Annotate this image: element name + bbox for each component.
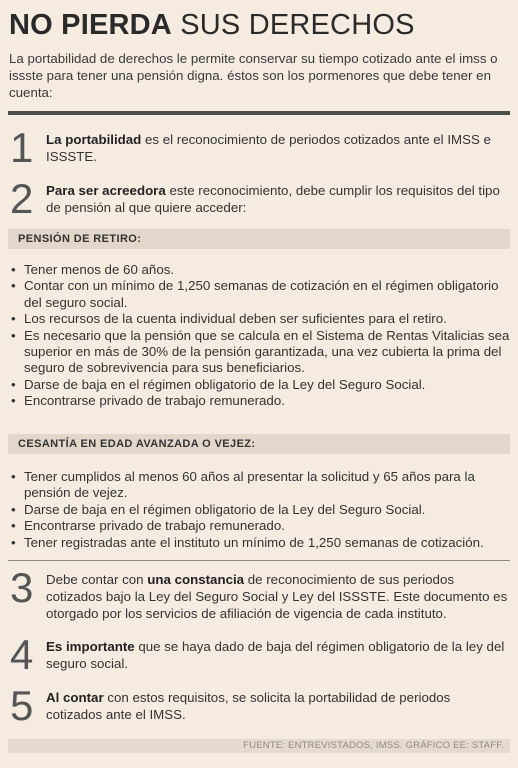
list-item: • Tener menos de 60 años. bbox=[8, 262, 510, 278]
step-number: 1 bbox=[10, 124, 34, 171]
list-item: • Darse de baja en el régimen obligatorio de la Ley del Seguro Social. bbox=[8, 502, 510, 518]
list-item: • Tener registradas ante el instituto un mínimo de 1,250 semanas de cotización. bbox=[8, 535, 510, 551]
cesantia-list bbox=[8, 469, 510, 551]
intro-text: La portabilidad de derechos le permite conservar su tiempo cotizado ante el imss o issste para tener una pensión digna. éstos son los pormenores que debe tener en cuenta: bbox=[9, 51, 498, 100]
step-rest: de reconocimiento de sus periodos cotizados bajo la Ley del Seguro Social y Ley del ISSSTE. Este documento es otorgado por los servicios de afiliación de vigencia de cada instituto. bbox=[46, 572, 508, 621]
step-rest: con estos requisitos, se solicita la portabilidad de periodos cotizados ante el IMSS. bbox=[46, 690, 451, 722]
step-text bbox=[46, 131, 510, 165]
step-rest: este reconocimiento, debe cumplir los requisitos del tipo de pensión al que quiere acceder: bbox=[46, 183, 500, 215]
step-text bbox=[46, 689, 510, 723]
section-heading-cesantia: CESANTÍA EN EDAD AVANZADA O VEJEZ: bbox=[8, 434, 510, 454]
list-item: • Es necesario que la pensión que se calcula en el Sistema de Rentas Vitalicias sea superior en más de 30% de la pensión garantizada, una vez cubierta la prima del seguro de sobrevivencia para sus beneficiarios. bbox=[8, 328, 510, 377]
step-number: 3 bbox=[10, 564, 34, 611]
step-number: 4 bbox=[10, 631, 34, 678]
list-item: • Los recursos de la cuenta individual deben ser suficientes para el retiro. bbox=[8, 311, 510, 327]
title-bold: NO PIERDA bbox=[9, 9, 172, 41]
step-bold: La portabilidad bbox=[46, 132, 142, 147]
step-3 bbox=[8, 564, 510, 629]
title-rest: SUS DERECHOS bbox=[180, 9, 415, 41]
step-2 bbox=[8, 175, 510, 222]
list-item: • Darse de baja en el régimen obligatorio de la Ley del Seguro Social. bbox=[8, 377, 510, 393]
step-number: 5 bbox=[10, 682, 34, 729]
step-1 bbox=[8, 124, 510, 171]
list-item: • Encontrarse privado de trabajo remunerado. bbox=[8, 518, 510, 534]
step-4 bbox=[8, 631, 510, 678]
list-item: • Tener cumplidos al menos 60 años al presentar la solicitud y 65 años para la pensión de vejez. bbox=[8, 469, 510, 502]
step-rest: es el reconocimiento de periodos cotizados ante el IMSS e ISSSTE. bbox=[46, 132, 491, 164]
page-title bbox=[9, 8, 415, 42]
section-divider bbox=[8, 560, 510, 561]
section-heading-retiro: PENSIÓN DE RETIRO: bbox=[8, 229, 510, 249]
step-pre: Debe contar con bbox=[46, 572, 148, 587]
step-text bbox=[46, 182, 510, 216]
step-text bbox=[46, 571, 510, 622]
step-number: 2 bbox=[10, 175, 34, 222]
list-item: • Encontrarse privado de trabajo remunerado. bbox=[8, 393, 510, 409]
step-bold: Para ser acreedora bbox=[46, 183, 166, 198]
step-text bbox=[46, 638, 510, 672]
step-bold: una constancia bbox=[147, 572, 245, 587]
step-5 bbox=[8, 682, 510, 729]
step-bold: Es importante bbox=[46, 639, 135, 654]
header-divider bbox=[8, 111, 510, 115]
retiro-list bbox=[8, 262, 510, 410]
list-item: • Contar con un mínimo de 1,250 semanas de cotización en el régimen obligatorio del seguro social. bbox=[8, 278, 510, 311]
source-credit: FUENTE: ENTREVISTADOS, IMSS. GRÁFICO EE: STAFF. bbox=[8, 739, 510, 753]
step-bold: Al contar bbox=[46, 690, 104, 705]
step-rest: que se haya dado de baja del régimen obligatorio de la ley del seguro social. bbox=[46, 639, 505, 671]
